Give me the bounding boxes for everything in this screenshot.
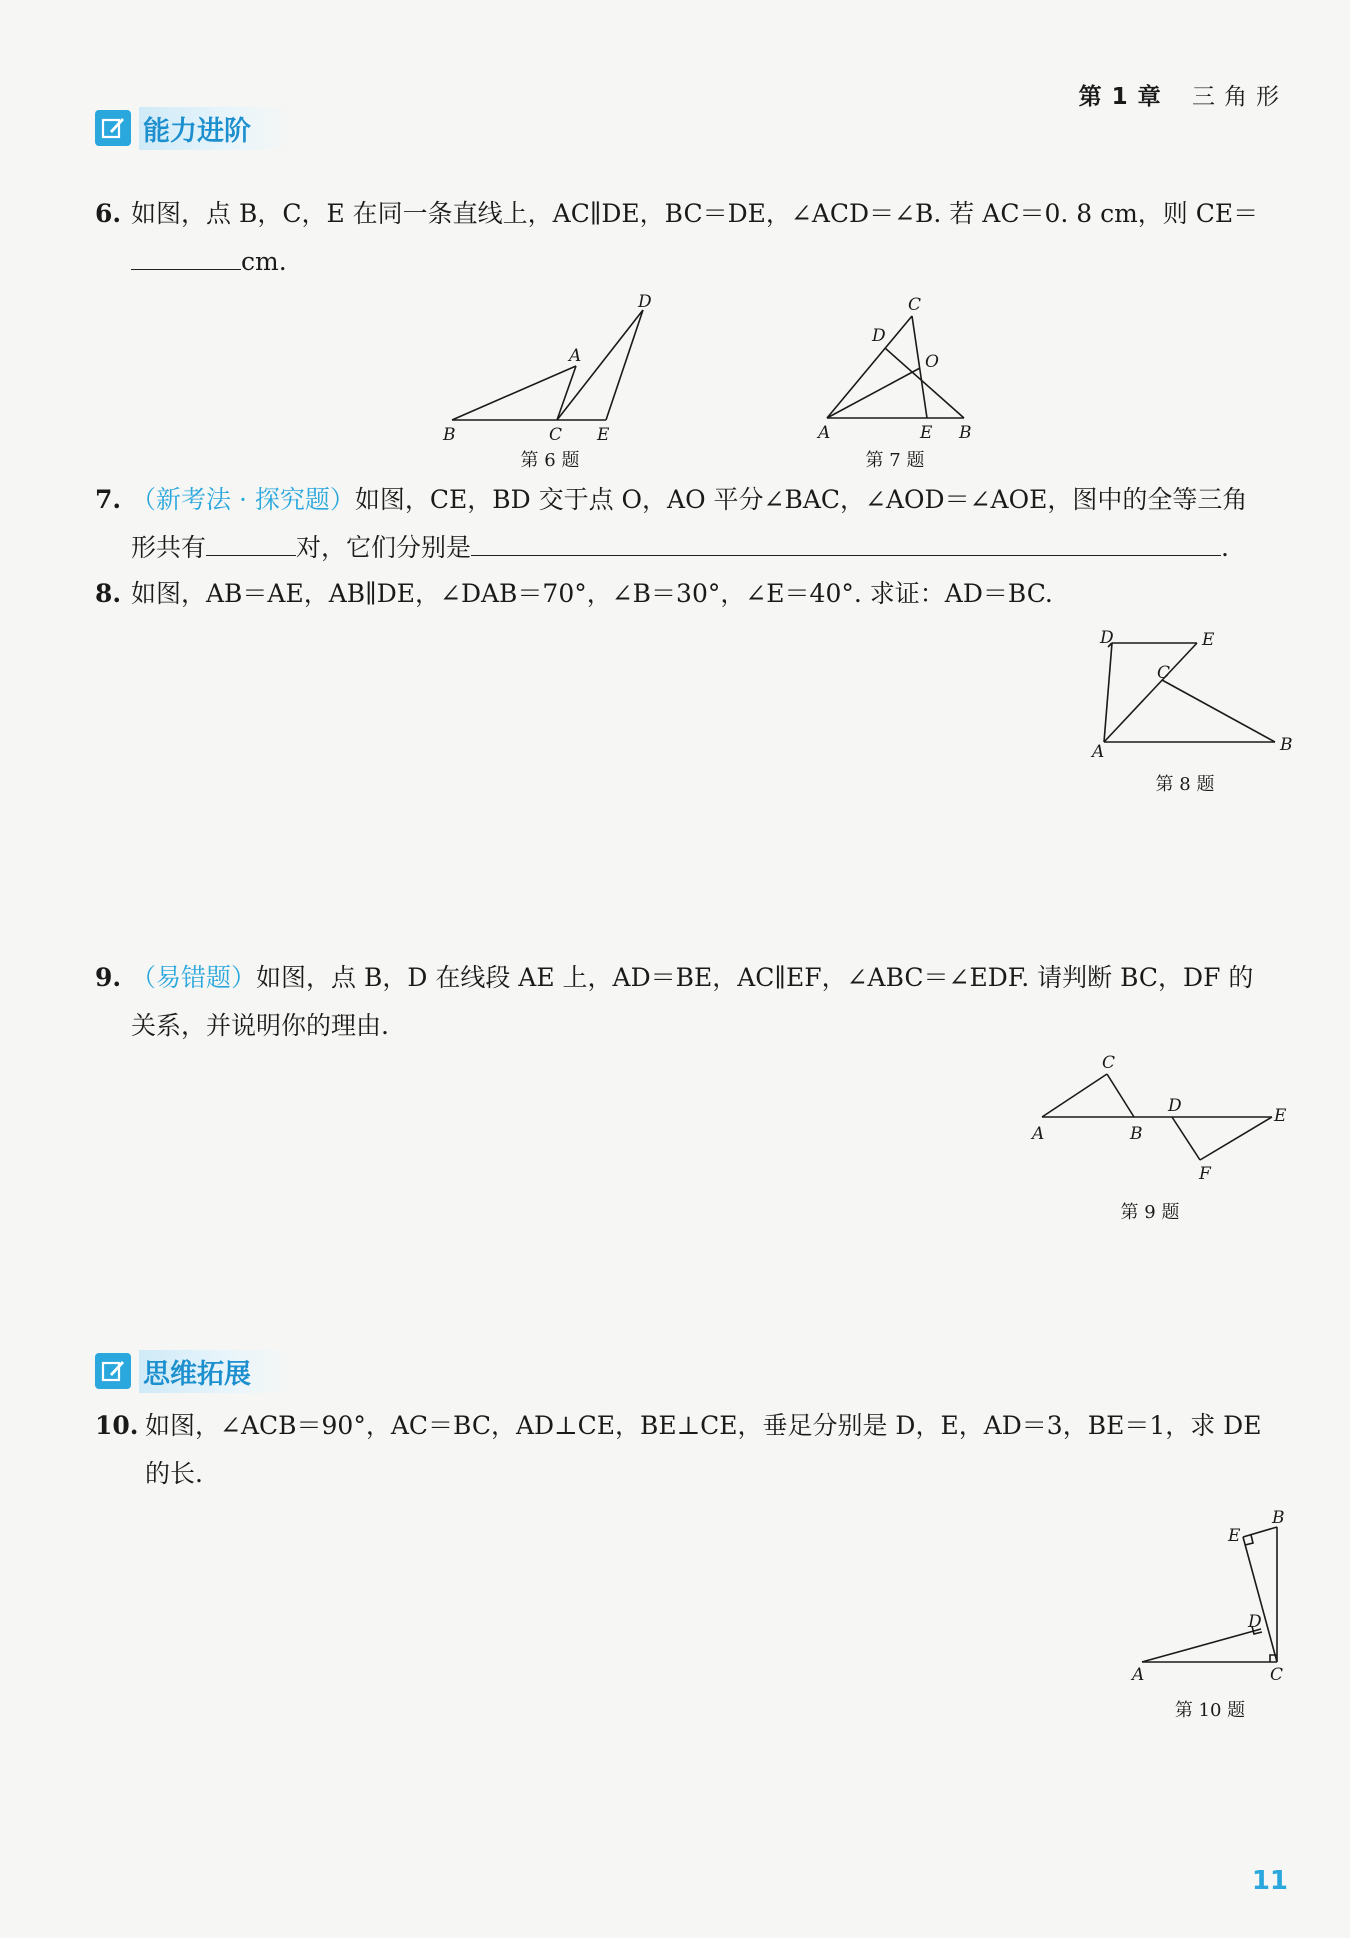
question-text: 如图，点 B，D 在线段 AE 上，AD＝BE，AC∥EF，∠ABC＝∠EDF. 请判断 BC，DF 的 <box>256 963 1254 992</box>
label-d: D <box>872 326 886 346</box>
question-text: 如图，CE，BD 交于点 O，AO 平分∠BAC，∠AOD＝∠AOE，图中的全等三角 <box>354 485 1248 514</box>
figure-6-caption: 第 6 题 <box>520 450 580 471</box>
figure-7-caption: 第 7 题 <box>865 450 925 471</box>
label-a: A <box>569 346 582 366</box>
segment-ac <box>1042 1074 1107 1117</box>
question-tag: （易错题） <box>131 963 257 992</box>
question-6 <box>95 190 1285 286</box>
label-d: D <box>1248 1612 1262 1632</box>
question-8 <box>95 570 1285 618</box>
label-b: B <box>1130 1124 1143 1144</box>
segment-eb <box>1243 1527 1277 1537</box>
question-text: 的长. <box>145 1459 203 1488</box>
figure-10 <box>1120 1505 1300 1699</box>
segment-ae <box>1104 643 1197 742</box>
question-number: 10. <box>95 1411 139 1440</box>
question-9 <box>95 954 1285 1050</box>
question-number: 9. <box>95 963 122 992</box>
label-c: C <box>1270 1665 1284 1685</box>
question-number: 8. <box>95 579 122 608</box>
segment-ao <box>827 368 920 418</box>
question-text: 如图，点 B，C，E 在同一条直线上，AC∥DE，BC＝DE，∠ACD＝∠B. 若 AC＝0. 8 cm，则 CE＝ <box>131 199 1259 228</box>
question-number: 6. <box>95 199 122 228</box>
segment-df <box>1172 1117 1200 1160</box>
label-c: C <box>1102 1053 1116 1073</box>
label-b: B <box>959 423 972 443</box>
label-e: E <box>1274 1106 1287 1126</box>
answer-blank-count[interactable] <box>206 529 296 556</box>
question-text: 关系，并说明你的理由. <box>131 1011 389 1040</box>
segment-da <box>1104 643 1112 742</box>
label-a: A <box>1032 1124 1045 1144</box>
answer-blank[interactable] <box>131 243 241 270</box>
segment-ad <box>1142 1629 1261 1662</box>
label-e: E <box>1202 630 1215 650</box>
segment-ac <box>557 366 576 420</box>
figure-8-caption: 第 8 题 <box>1155 774 1215 795</box>
question-text: cm. <box>241 247 287 276</box>
question-text: 对，它们分别是 <box>296 533 472 562</box>
label-o: O <box>925 352 939 372</box>
question-text: 如图，AB＝AE，AB∥DE，∠DAB＝70°，∠B＝30°，∠E＝40°. 求证：AD＝BC. <box>131 579 1053 608</box>
segment-de <box>606 310 643 420</box>
label-d: D <box>1168 1096 1182 1116</box>
question-number: 7. <box>95 485 122 514</box>
question-10 <box>95 1402 1285 1498</box>
label-a: A <box>818 423 831 443</box>
segment-cb <box>1107 1074 1134 1117</box>
chapter-title: 三角形 <box>1192 84 1288 110</box>
label-c: C <box>1157 663 1171 683</box>
question-text: . <box>1221 533 1229 562</box>
figure-7 <box>812 296 982 450</box>
segment-cb <box>1162 680 1275 742</box>
chapter-number: 第 1 章 <box>1078 84 1162 110</box>
page-number: 11 <box>1251 1866 1288 1896</box>
figure-6 <box>440 292 670 452</box>
segment-ce <box>1243 1537 1277 1662</box>
pencil-note-icon <box>95 110 131 146</box>
label-a: A <box>1092 742 1105 762</box>
label-c: C <box>908 295 922 315</box>
question-text: 如图，∠ACB＝90°，AC＝BC，AD⊥CE，BE⊥CE，垂足分别是 D，E，AD＝3，BE＝1，求 DE <box>145 1411 1262 1440</box>
section-header-ability <box>95 106 291 150</box>
segment-ba <box>452 366 576 420</box>
figure-8 <box>1090 625 1293 769</box>
question-text: 形共有 <box>131 533 207 562</box>
chapter-header <box>1079 78 1288 111</box>
label-c: C <box>549 425 563 445</box>
figure-9 <box>1022 1052 1292 1186</box>
figure-10-caption: 第 10 题 <box>1174 1700 1246 1721</box>
question-tag: （新考法 · 探究题） <box>131 485 355 514</box>
label-a: A <box>1132 1665 1145 1685</box>
section-title: 思维拓展 <box>139 1350 291 1393</box>
label-b: B <box>1280 735 1293 755</box>
question-7 <box>95 476 1285 572</box>
label-e: E <box>597 425 610 445</box>
segment-fe <box>1200 1117 1272 1160</box>
section-header-thinking <box>95 1349 291 1393</box>
answer-blank-pairs[interactable] <box>471 529 1221 556</box>
label-b: B <box>1272 1508 1285 1528</box>
section-title: 能力进阶 <box>139 107 291 150</box>
label-d: D <box>1100 628 1114 648</box>
label-b: B <box>443 425 456 445</box>
pencil-note-icon <box>95 1353 131 1389</box>
label-e: E <box>1228 1526 1241 1546</box>
label-e: E <box>920 423 933 443</box>
label-d: D <box>638 292 652 312</box>
segment-ac <box>827 316 912 418</box>
label-f: F <box>1199 1164 1211 1184</box>
figure-9-caption: 第 9 题 <box>1120 1202 1180 1223</box>
